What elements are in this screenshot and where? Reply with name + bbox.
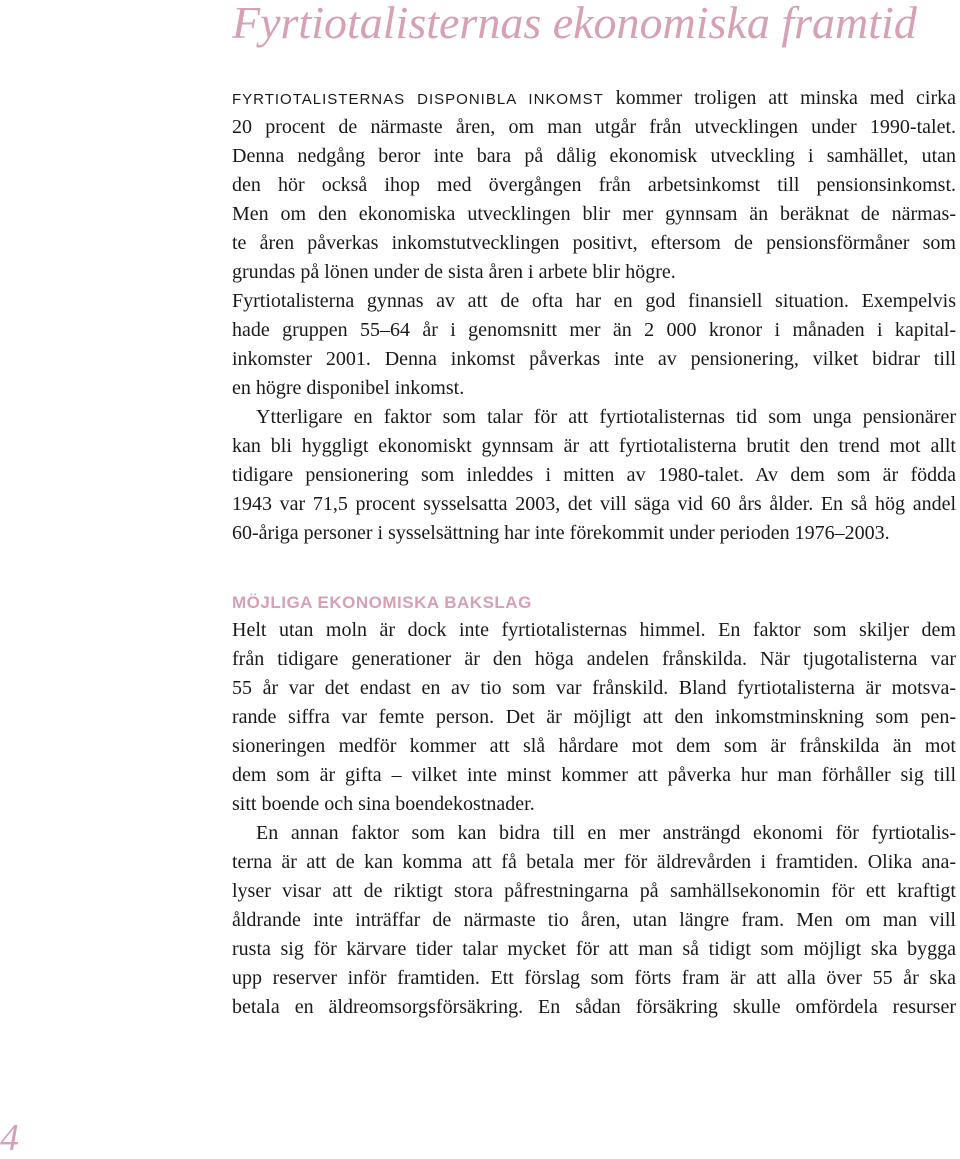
text-line: sitt boende och sina boendekostnader. [232, 793, 535, 815]
text-line: en högre disponibel inkomst. [232, 377, 465, 399]
text-line: från tidigare generationer är den höga andelen frånskilda. När tjugotalisterna var [232, 648, 956, 670]
lead-in-caps: FYRTIOTALISTERNAS DISPONIBLA INKOMST [232, 91, 604, 108]
section-2-body [232, 616, 956, 1022]
text-line: dem som är gifta – vilket inte minst kommer att påverka hur man förhåller sig till [232, 764, 956, 786]
text-line: 1943 var 71,5 procent sysselsatta 2003, det vill säga vid 60 års ålder. En så hög andel [232, 493, 956, 515]
text-line: betala en äldreomsorgsförsäkring. En sådan försäkring skulle omfördela resurser [232, 996, 956, 1018]
text-line: Ytterligare en faktor som talar för att fyrtiotalisternas tid som unga pensionärer [256, 406, 956, 428]
text-line: 60-åriga personer i sysselsättning har inte förekommit under perioden 1976–2003. [232, 522, 890, 544]
text-line: inkomster 2001. Denna inkomst påverkas inte av pensionering, vilket bidrar till [232, 348, 956, 370]
text-line: rande siffra var femte person. Det är möjligt att den inkomstminskning som pen- [232, 706, 956, 728]
text-line [232, 84, 956, 113]
text-line: kan bli hyggligt ekonomiskt gynnsam är att fyrtiotalisterna brutit den trend mot allt [232, 435, 956, 457]
text-line: terna är att de kan komma att få betala mer för äldrevården i framtiden. Olika ana- [232, 851, 956, 873]
text-line: lyser visar att de riktigt stora påfrestningarna på samhällsekonomin för ett kraftigt [232, 880, 956, 902]
text-line: rusta sig för kärvare tider talar mycket för att man så tidigt som möjligt ska bygga [232, 938, 956, 960]
text-line: Denna nedgång beror inte bara på dålig ekonomisk utveckling i samhället, utan [232, 145, 956, 167]
text-line: te åren påverkas inkomstutvecklingen positivt, eftersom de pensionsförmåner som [232, 232, 956, 254]
text-line: hade gruppen 55–64 år i genomsnitt mer än 2 000 kronor i månaden i kapital- [232, 319, 956, 341]
text-line: tidigare pensionering som inleddes i mitten av 1980-talet. Av dem som är födda [232, 464, 956, 486]
text-line: Fyrtiotalisterna gynnas av att de ofta har en god finansiell situation. Exempelvis [232, 290, 956, 312]
text-segment: kommer troligen att minska med cirka [603, 87, 956, 109]
text-line: Men om den ekonomiska utvecklingen blir mer gynnsam än beräknat de närmas- [232, 203, 956, 225]
section-heading: MÖJLIGA EKONOMISKA BAKSLAG [232, 593, 532, 612]
page-title: Fyrtiotalisternas ekonomiska framtid [232, 0, 917, 48]
text-line: 55 år var det endast en av tio som var frånskild. Bland fyrtiotalisterna är motsva- [232, 677, 956, 699]
text-line: upp reserver inför framtiden. Ett förslag som förts fram är att alla över 55 år ska [232, 967, 956, 989]
text-line: sioneringen medför kommer att slå hårdare mot dem som är frånskilda än mot [232, 735, 956, 757]
text-line: 20 procent de närmaste åren, om man utgår från utvecklingen under 1990-talet. [232, 116, 956, 138]
text-line: åldrande inte inträffar de närmaste tio åren, utan längre fram. Men om man vill [232, 909, 956, 931]
page-number: 4 [0, 1117, 19, 1159]
text-line: En annan faktor som kan bidra till en mer ansträngd ekonomi för fyrtiotalis- [256, 822, 956, 844]
section-1-body [232, 84, 956, 548]
text-line: Helt utan moln är dock inte fyrtiotalisternas himmel. En faktor som skiljer dem [232, 619, 956, 641]
text-line: den hör också ihop med övergången från arbetsinkomst till pensionsinkomst. [232, 174, 956, 196]
text-line: grundas på lönen under de sista åren i arbete blir högre. [232, 261, 676, 283]
